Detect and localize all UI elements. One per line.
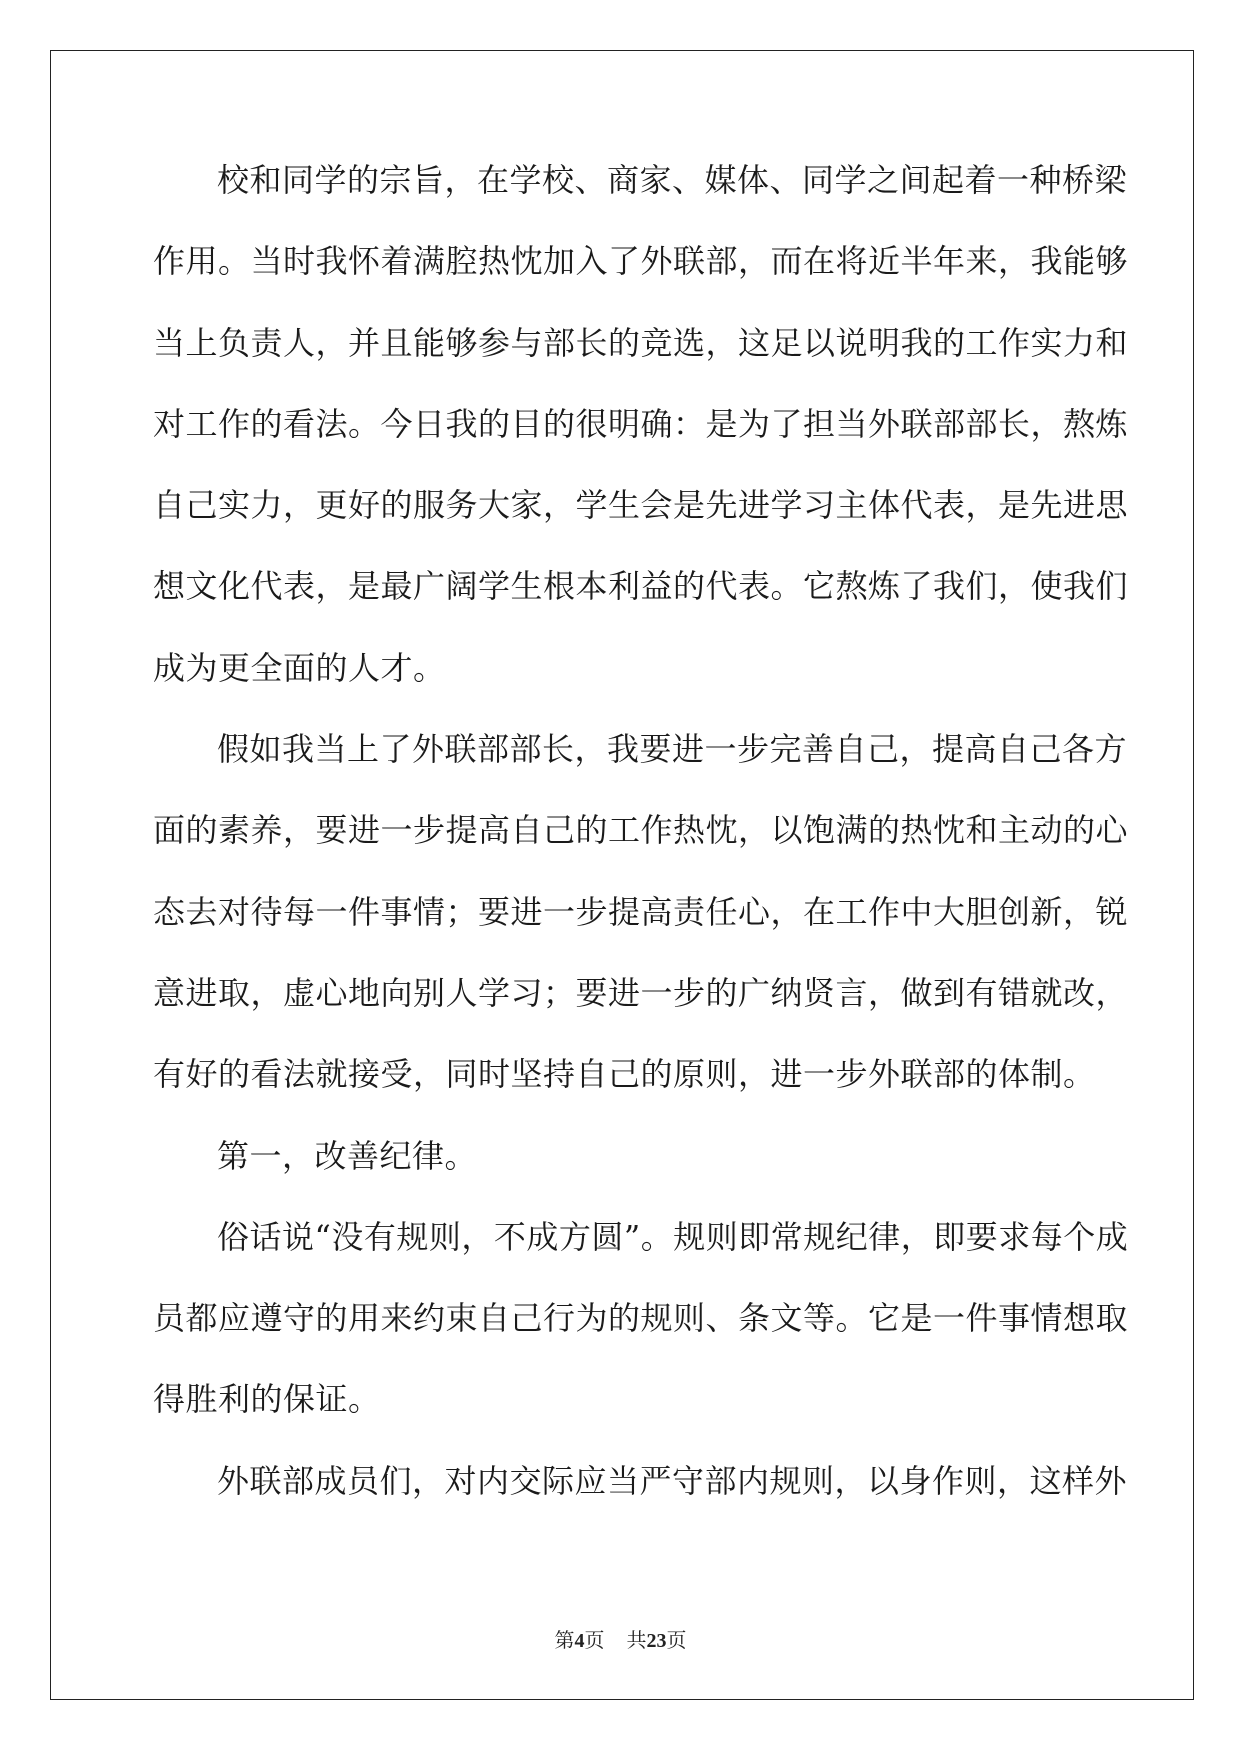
document-body: [153, 160, 1129, 1542]
text-line: 自己实力，更好的服务大家，学生会是先进学习主体代表，是先进思: [153, 486, 1129, 525]
text-line: 成为更全面的人才。: [153, 648, 446, 687]
footer-total-pages: 23: [646, 1630, 667, 1652]
text-line: 态去对待每一件事情；要进一步提高责任心，在工作中大胆创新，锐: [153, 892, 1129, 931]
text-line: 校和同学的宗旨，在学校、商家、媒体、同学之间起着一种桥梁: [217, 161, 1128, 199]
text-line: 得胜利的保证。: [153, 1380, 381, 1419]
text-line: 第一，改善纪律。: [217, 1136, 478, 1175]
text-line: 想文化代表，是最广阔学生根本利益的代表。它熬炼了我们，使我们: [153, 567, 1129, 606]
text-line: 假如我当上了外联部部长，我要进一步完善自己，提高自己各方: [217, 730, 1128, 769]
footer-prefix: 第: [554, 1630, 575, 1652]
text-line: 对工作的看法。今日我的目的很明确：是为了担当外联部部长，熬炼: [153, 404, 1129, 443]
text-line: 有好的看法就接受，同时坚持自己的原则，进一步外联部的体制。: [153, 1055, 1096, 1094]
text-line: 意进取，虚心地向别人学习；要进一步的广纳贤言，做到有错就改，: [153, 973, 1129, 1012]
text-line: 面的素养，要进一步提高自己的工作热忱，以饱满的热忱和主动的心: [153, 811, 1129, 850]
footer-total-prefix: 共: [626, 1630, 647, 1652]
text-line: 俗话说“没有规则，不成方圆”。规则即常规纪律，即要求每个成: [217, 1217, 1129, 1256]
text-line: 外联部成员们，对内交际应当严守部内规则，以身作则，这样外: [217, 1461, 1128, 1500]
text-line: 员都应遵守的用来约束自己行为的规则、条文等。它是一件事情想取: [153, 1299, 1129, 1338]
page-footer: [0, 1624, 1241, 1653]
footer-total-suffix: 页: [666, 1630, 687, 1652]
footer-page-suffix: 页: [584, 1630, 605, 1652]
text-line: 当上负责人，并且能够参与部长的竞选，这足以说明我的工作实力和: [153, 323, 1129, 362]
text-line: 作用。当时我怀着满腔热忱加入了外联部，而在将近半年来，我能够: [153, 242, 1129, 281]
footer-page-number: 4: [574, 1630, 585, 1652]
